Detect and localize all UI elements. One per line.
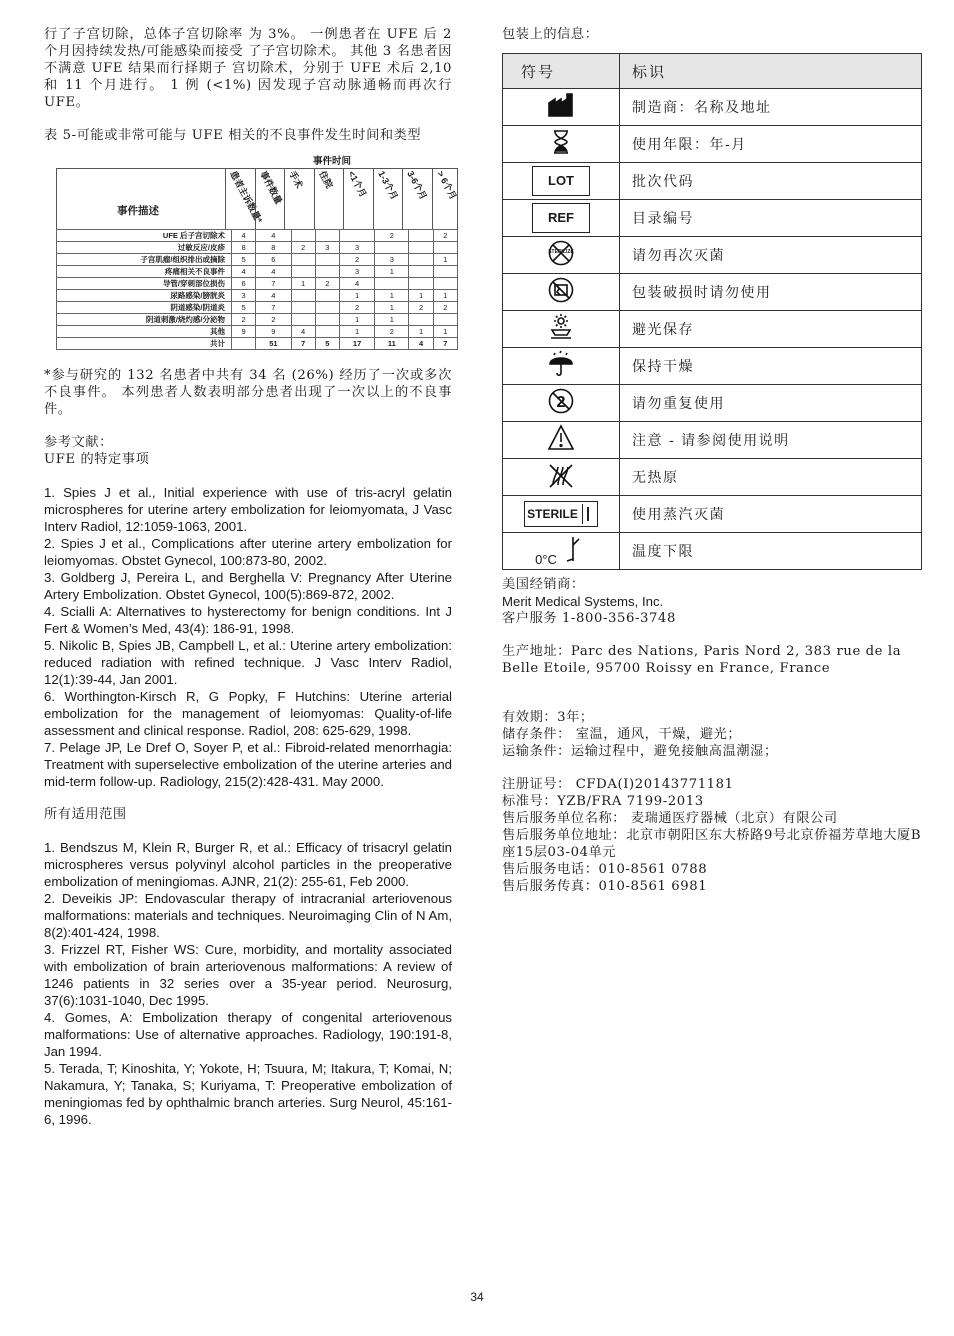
ae-column-header-label: 手术 <box>287 169 305 190</box>
ae-cell: 4 <box>256 266 291 278</box>
ae-cell: 1 <box>409 326 433 338</box>
ae-cell <box>291 230 315 242</box>
reference-item: 6. Worthington-Kirsch R, G Popky, F Hutchins: Uterine arterial embolization for the management of leiomyomas: Quality-of-life assessment and clinical response. Radiol, 208: 625-629, 1998. <box>44 689 452 738</box>
ae-row-label: 阴道刺激/烧灼感/分泌物 <box>57 314 232 326</box>
ae-cell: 5 <box>232 254 256 266</box>
ae-cell: 4 <box>409 338 433 350</box>
ae-cell <box>315 230 339 242</box>
ae-cell <box>291 266 315 278</box>
symbol-row <box>503 422 922 459</box>
ae-cell <box>315 326 339 338</box>
symbol-meaning: 使用年限：年-月 <box>620 126 922 163</box>
symbol-cell <box>503 385 620 422</box>
ae-cell: 3 <box>339 242 374 254</box>
ae-cell: 9 <box>256 326 291 338</box>
ae-table-row <box>57 302 458 314</box>
ae-cell: 6 <box>232 278 256 290</box>
ae-row-label: 疼痛相关不良事件 <box>57 266 232 278</box>
ae-cell <box>315 266 339 278</box>
symbol-cell <box>503 237 620 274</box>
caution-icon <box>547 437 575 456</box>
ae-cell: 2 <box>256 314 291 326</box>
reference-item: 7. Pelage JP, Le Dref O, Soyer P, et al.: Fibroid-related menorrhagia: Treatment with superselective embolization of the uterine arteries and mid-term follow-up. Radiology, 215(2):428-431. May 2000. <box>44 740 452 789</box>
ae-cell: 1 <box>409 290 433 302</box>
service-unit-address: 售后服务单位地址：北京市朝阳区东大桥路9号北京侨福芳草地大厦B座15层03-04单元 <box>502 828 922 860</box>
ae-cell: 3 <box>375 254 409 266</box>
reference-item: 1. Bendszus M, Klein R, Burger R, et al.: Efficacy of trisacryl gelatin microspheres versus polyvinyl alcohol particles in the preoperative embolization of meningiomas. AJNR, 21(2): 255-61, Feb 2000. <box>44 840 452 889</box>
ae-column-header <box>314 169 335 229</box>
symbol-cell <box>503 459 620 496</box>
symbol-meaning: 温度下限 <box>620 533 922 570</box>
ae-cell <box>291 290 315 302</box>
ae-table-row <box>57 230 458 242</box>
ae-cell: 7 <box>291 338 315 350</box>
symbol-row <box>503 163 922 200</box>
symbol-row <box>503 459 922 496</box>
reference-item: 2. Spies J et al., Complications after uterine artery embolization for leiomyomas. Obstet Gynecol, 100:873-80, 2002. <box>44 536 452 568</box>
symbol-row <box>503 237 922 274</box>
hourglass-icon <box>547 141 575 160</box>
ae-row-label: 共计 <box>57 338 232 350</box>
ae-cell: 4 <box>256 290 291 302</box>
ae-table-row <box>57 278 458 290</box>
ae-cell <box>315 290 339 302</box>
table-caption: 表 5-可能或非常可能与 UFE 相关的不良事件发生时间和类型 <box>44 128 422 143</box>
ae-cell: 11 <box>375 338 409 350</box>
symbol-row <box>503 126 922 163</box>
ae-cell: 2 <box>375 230 409 242</box>
distributor-name: Merit Medical Systems, Inc. <box>502 594 664 609</box>
lot-icon: LOT <box>532 166 590 196</box>
adverse-events-table <box>56 156 459 350</box>
symbol-meaning: 避光保存 <box>620 311 922 348</box>
ae-cell <box>291 302 315 314</box>
ae-cell <box>375 242 409 254</box>
ae-table-row <box>57 338 458 350</box>
customer-service: 客户服务 1-800-356-3748 <box>502 611 677 626</box>
ufe-reference-list <box>44 484 452 790</box>
ae-cell <box>409 242 433 254</box>
ae-cell: 7 <box>256 302 291 314</box>
symbol-cell <box>503 163 620 200</box>
ae-cell: 4 <box>291 326 315 338</box>
ae-column-header-label: 事件数量 <box>257 169 284 206</box>
ae-cell: 4 <box>339 278 374 290</box>
ae-cell <box>291 254 315 266</box>
ae-cell: 1 <box>339 314 374 326</box>
ae-cell <box>433 278 457 290</box>
ae-column-header <box>402 169 429 229</box>
symbol-cell <box>503 348 620 385</box>
keep-away-from-sunlight-icon <box>547 326 575 345</box>
ae-cell <box>315 314 339 326</box>
symbol-cell <box>503 496 620 533</box>
distributor-label: 美国经销商： <box>502 577 585 592</box>
ae-cell <box>409 230 433 242</box>
ae-cell: 3 <box>232 290 256 302</box>
temperature-value: 0°C <box>535 551 557 567</box>
ae-cell <box>291 314 315 326</box>
symbol-row <box>503 274 922 311</box>
ae-table-row <box>57 290 458 302</box>
ae-column-header <box>255 169 284 229</box>
symbol-cell <box>503 422 620 459</box>
symbol-meaning: 批次代码 <box>620 163 922 200</box>
symbol-column-header: 符号 <box>503 54 620 89</box>
ae-table-row <box>57 254 458 266</box>
ae-cell <box>375 278 409 290</box>
svg-text:2: 2 <box>556 394 566 411</box>
ae-cell: 1 <box>433 254 457 266</box>
ae-cell: 1 <box>433 290 457 302</box>
ae-cell: 1 <box>339 326 374 338</box>
ae-table-row <box>57 326 458 338</box>
ae-row-label: 其他 <box>57 326 232 338</box>
reference-item: 4. Scialli A: Alternatives to hysterectomy for benign conditions. Int J Fert & Women’s Med, 43(4): 186-91, 1998. <box>44 604 452 636</box>
ae-column-header-label: 患者主诉数量* <box>228 169 265 225</box>
ae-cell: 9 <box>232 326 256 338</box>
ae-column-header-label: <1个月 <box>346 169 369 199</box>
package-info-label: 包装上的信息： <box>502 27 599 42</box>
temperature-limit-icon <box>535 535 587 567</box>
ae-row-label: UFE 后子宫切除术 <box>57 230 232 242</box>
ae-column-header-label: 住院 <box>316 169 335 190</box>
ae-table-row <box>57 314 458 326</box>
ae-cell <box>232 338 256 350</box>
ae-column-header <box>284 169 305 229</box>
do-not-use-if-damaged-icon <box>547 289 575 308</box>
symbol-row <box>503 200 922 237</box>
right-column <box>502 26 922 895</box>
symbol-meaning: 制造商：名称及地址 <box>620 89 922 126</box>
symbol-cell <box>503 533 620 570</box>
ae-cell: 4 <box>232 230 256 242</box>
reference-item: 2. Deveikis JP: Endovascular therapy of intracranial arteriovenous malformations: materials and techniques. Neuroimaging Clin of N Am, 8(2):401-424, 1998. <box>44 891 452 940</box>
service-unit-name: 售后服务单位名称： 麦瑞通医疗器械（北京）有限公司 <box>502 811 838 826</box>
symbol-meaning: 包装破损时请勿使用 <box>620 274 922 311</box>
registration-number: 注册证号： CFDA(I)20143771181 <box>502 777 734 792</box>
ae-cell: 2 <box>375 326 409 338</box>
symbol-meaning: 无热原 <box>620 459 922 496</box>
ae-cell: 8 <box>256 242 291 254</box>
ae-table-row <box>57 266 458 278</box>
ae-cell: 8 <box>232 242 256 254</box>
ae-cell: 5 <box>315 338 339 350</box>
ae-row-label: 阴道感染/阴道炎 <box>57 302 232 314</box>
ae-row-label: 过敏反应/皮疹 <box>57 242 232 254</box>
ae-column-header <box>343 169 369 229</box>
reference-item: 3. Goldberg J, Pereira L, and Berghella V: Pregnancy After Uterine Artery Embolization. Obstet Gynecol, 100(5):869-872, 2002. <box>44 570 452 602</box>
ae-cell: 1 <box>375 266 409 278</box>
ae-column-header <box>373 169 400 229</box>
ae-cell: 2 <box>339 302 374 314</box>
ae-cell <box>409 254 433 266</box>
ae-cell: 6 <box>256 254 291 266</box>
page-number: 34 <box>470 1290 484 1304</box>
ae-column-header-label: 1-3个月 <box>375 169 400 202</box>
ae-column-header <box>432 169 459 229</box>
non-pyrogenic-icon <box>547 474 575 493</box>
symbol-cell <box>503 274 620 311</box>
symbol-cell <box>503 126 620 163</box>
ae-cell: 2 <box>433 230 457 242</box>
ref-icon: REF <box>532 203 590 233</box>
do-not-reuse-icon <box>547 394 575 419</box>
references-subheading: UFE 的特定事项 <box>44 452 150 467</box>
ae-cell: 4 <box>232 266 256 278</box>
ae-cell: 1 <box>433 326 457 338</box>
manufacturer-icon <box>547 104 575 123</box>
ae-column-header <box>225 169 265 229</box>
general-reference-list <box>44 839 452 1128</box>
ae-row-label: 子宫肌瘤/组织排出或摘除 <box>57 254 232 266</box>
ae-cell: 2 <box>433 302 457 314</box>
standard-number: 标准号：YZB/FRA 7199-2013 <box>502 794 704 809</box>
ae-cell: 3 <box>315 242 339 254</box>
reference-item: 1. Spies J et al., Initial experience with use of tris-acryl gelatin microspheres for uterine artery embolization for leiomyomata, J Vasc Interv Radiol, 12:1059-1063, 2001. <box>44 485 452 534</box>
ae-cell: 2 <box>291 242 315 254</box>
ae-cell: 2 <box>339 254 374 266</box>
reference-item: 4. Gomes, A: Embolization therapy of congenital arteriovenous malformations: Use of alternative approaches. Radiology, 190:191-8, Jan 1994. <box>44 1010 452 1059</box>
symbol-row <box>503 89 922 126</box>
ae-cell <box>409 266 433 278</box>
ae-cell: 7 <box>256 278 291 290</box>
storage-conditions: 储存条件： 室温，通风，干燥，避光； <box>502 727 742 742</box>
ae-cell <box>433 266 457 278</box>
ae-column-header-label: > 6个月 <box>434 169 459 202</box>
left-column <box>44 26 459 1128</box>
service-phone: 售后服务电话：010-8561 0788 <box>502 862 708 877</box>
symbol-table-header <box>503 54 922 89</box>
ae-cell: 2 <box>409 302 433 314</box>
ae-cell: 1 <box>375 314 409 326</box>
ae-cell: 1 <box>291 278 315 290</box>
symbol-meaning: 请勿再次灭菌 <box>620 237 922 274</box>
symbol-meaning: 保持干燥 <box>620 348 922 385</box>
ae-cell <box>409 278 433 290</box>
ae-cell: 17 <box>339 338 374 350</box>
resterilize-label: STERILIZE <box>548 249 574 255</box>
ae-cell: 2 <box>315 278 339 290</box>
transport-conditions: 运输条件：运输过程中，避免接触高温潮湿； <box>502 744 778 759</box>
symbol-row <box>503 385 922 422</box>
references-label: 参考文献： <box>44 435 113 450</box>
ae-cell <box>433 314 457 326</box>
symbol-row <box>503 348 922 385</box>
symbol-cell <box>503 311 620 348</box>
ae-cell <box>433 242 457 254</box>
intro-paragraph: 行了子宫切除，总体子宫切除率 为 3%。 一例患者在 UFE 后 2 个月因持续发热/可能感染而接受 了子宫切除术。 其他 3 名患者因不满意 UFE 结果而行择期子 宫切除术，分别于 UFE 术后 2,10 和 11 个月进行。 1 例 (<1%) 因发现子宫动脉通畅而再次行 UFE。 <box>44 27 452 110</box>
symbol-table <box>502 53 922 570</box>
ae-table-body <box>56 229 458 350</box>
symbol-meaning: 使用蒸汽灭菌 <box>620 496 922 533</box>
symbol-meaning: 请勿重复使用 <box>620 385 922 422</box>
production-address: 生产地址：Parc des Nations, Paris Nord 2, 383 rue de la Belle Etoile, 95700 Roissy en France, France <box>502 644 902 676</box>
scope-heading: 所有适用范围 <box>44 807 127 822</box>
ae-desc-header: 事件描述 <box>117 205 159 217</box>
ae-cell: 7 <box>433 338 457 350</box>
table-footnote: *参与研究的 132 名患者中共有 34 名 (26%) 经历了一次或多次不良事件。 本列患者人数表明部分患者出现了一次以上的不良事件。 <box>44 368 452 417</box>
reference-item: 5. Terada, T; Kinoshita, Y; Yokote, H; Tsuura, M; Itakura, T; Komai, N; Nakamura, Y; Tanaka, S; Kuriyama, T: Preoperative embolization of meningiomas fed by ophthalmic branch arteries. Surg Neurol, 45:161-6, 1996. <box>44 1061 452 1127</box>
ae-cell: 1 <box>375 302 409 314</box>
ae-time-header: 事件时间 <box>312 156 351 167</box>
symbol-cell <box>503 200 620 237</box>
ae-cell <box>315 254 339 266</box>
ae-cell <box>315 302 339 314</box>
symbol-row <box>503 496 922 533</box>
reference-item: 5. Nikolic B, Spies JB, Campbell L, et al.: Uterine artery embolization: reduced radiation with refined technique. J Vasc Interv Radiol, 12(1):39-44, Jan 2001. <box>44 638 452 687</box>
symbol-meaning: 目录编号 <box>620 200 922 237</box>
ae-table-row <box>57 242 458 254</box>
symbol-row <box>503 311 922 348</box>
keep-dry-icon <box>547 363 575 382</box>
symbol-meaning: 注意 - 请参阅使用说明 <box>620 422 922 459</box>
meaning-column-header: 标识 <box>620 54 922 89</box>
ae-column-header-label: 3-6个月 <box>405 169 429 202</box>
ae-cell: 2 <box>232 314 256 326</box>
ae-table-header <box>56 156 459 229</box>
symbol-cell <box>503 89 620 126</box>
ae-cell: 51 <box>256 338 291 350</box>
ae-cell: 1 <box>339 290 374 302</box>
ae-row-label: 尿路感染/膀胱炎 <box>57 290 232 302</box>
service-fax: 售后服务传真：010-8561 6981 <box>502 879 708 894</box>
sterile-label: STERILE <box>527 507 578 521</box>
validity: 有效期：3年； <box>502 710 594 725</box>
ae-row-label: 导管/穿刺部位损伤 <box>57 278 232 290</box>
ae-cell: 4 <box>256 230 291 242</box>
ae-cell <box>339 230 374 242</box>
ae-cell: 5 <box>232 302 256 314</box>
ae-cell: 1 <box>375 290 409 302</box>
symbol-row <box>503 533 922 570</box>
reference-item: 3. Frizzel RT, Fisher WS: Cure, morbidity, and mortality associated with embolization of brain arteriovenous malformations: A review of 1246 patients in 32 series over a 35-year period. Neurosurg, 37(6):1031-1040, Dec 1995. <box>44 942 452 1008</box>
ae-cell: 3 <box>339 266 374 278</box>
do-not-resterilize-icon <box>547 239 575 271</box>
steam-sterilized-icon <box>524 501 598 527</box>
ae-cell <box>409 314 433 326</box>
